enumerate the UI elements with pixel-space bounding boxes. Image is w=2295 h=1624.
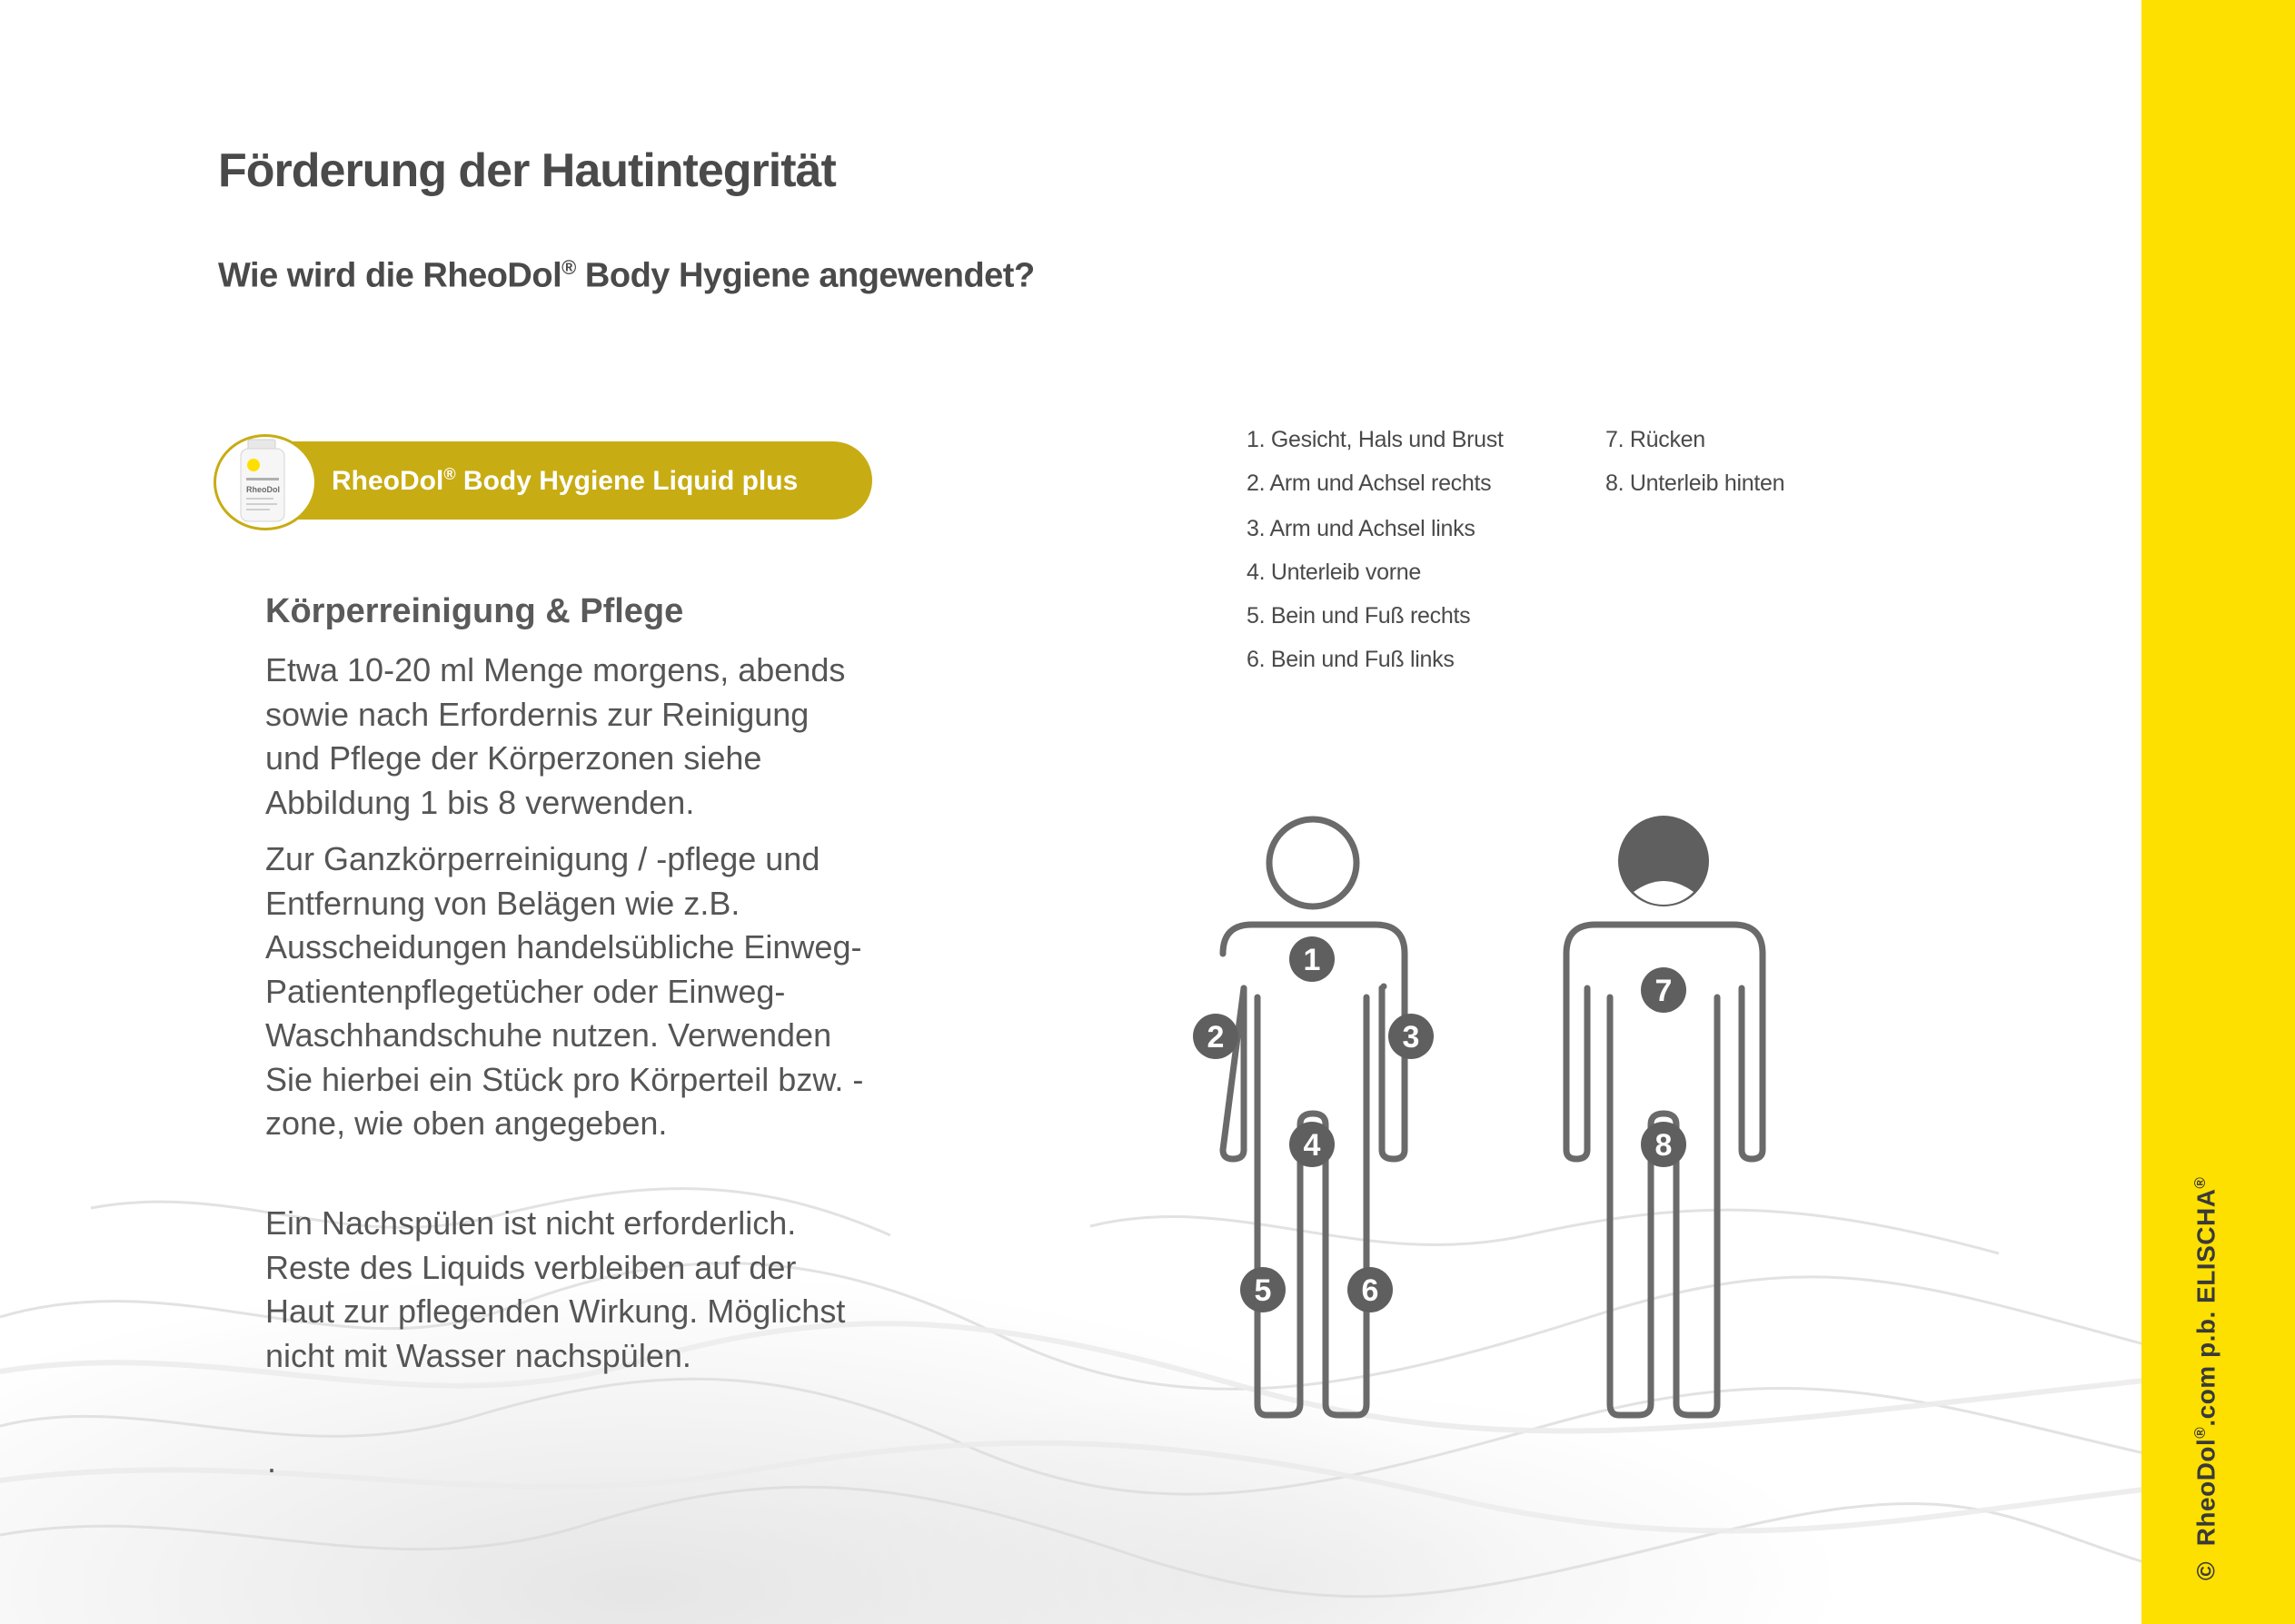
zone-marker-2: [1193, 1014, 1238, 1059]
copyright-site-text: .com p.b. ELISCHA: [2191, 1188, 2220, 1427]
bottle-brand-text: RheoDol: [246, 485, 280, 494]
front-figure-head: [1269, 819, 1356, 906]
product-label: [332, 465, 798, 497]
zone-marker-number: 3: [1402, 1020, 1420, 1055]
copyright-notice: [2191, 1177, 2220, 1580]
copyright-symbol: ©: [2191, 1560, 2220, 1580]
zone-legend-item: 5. Bein und Fuß rechts: [1247, 603, 1471, 629]
zone-marker-number: 2: [1207, 1020, 1225, 1055]
copyright-end-registered-mark: ®: [2191, 1176, 2209, 1189]
zone-marker-5: [1240, 1267, 1286, 1312]
subtitle-registered-mark: ®: [561, 256, 576, 279]
instruction-paragraph: Zur Ganzkörperreinigung / -pflege und Entfernung von Belägen wie z.B. Ausscheidungen handelsübliche Einweg-Patientenpflegetücher oder Einweg-Waschhandschuhe nutzen. Verwenden Sie hierbei ein Stück pro Körperteil bzw. -zone, wie oben angegeben.: [265, 840, 864, 1142]
zone-marker-number: 7: [1654, 974, 1673, 1008]
product-label-text-start: RheoDol: [332, 466, 444, 496]
zone-legend-item: 8. Unterleib hinten: [1605, 470, 1785, 496]
subtitle-text-start: Wie wird die RheoDol: [218, 256, 562, 295]
trailing-mark: .: [267, 1442, 277, 1480]
copyright-brand: RheoDol: [2191, 1438, 2220, 1547]
zone-marker-1: [1289, 936, 1335, 982]
zone-legend-item: 1. Gesicht, Hals und Brust: [1247, 427, 1504, 452]
section-heading: Körperreinigung & Pflege: [265, 592, 684, 630]
zone-legend-item: 7. Rücken: [1605, 427, 1705, 452]
zone-marker-6: [1347, 1267, 1393, 1312]
instruction-paragraph: Etwa 10-20 ml Menge morgens, abends sowie nach Erfordernis zur Reinigung und Pflege der Körperzonen siehe Abbildung 1 bis 8 verwenden.: [265, 651, 846, 821]
zone-marker-7: [1641, 967, 1686, 1013]
zone-marker-number: 1: [1303, 943, 1321, 977]
product-label-registered-mark: ®: [443, 465, 456, 483]
copyright-registered-mark: ®: [2191, 1426, 2209, 1439]
zone-marker-3: [1388, 1014, 1434, 1059]
zone-marker-number: 5: [1254, 1273, 1272, 1308]
zone-legend-item: 6. Bein und Fuß links: [1247, 647, 1455, 672]
zone-legend-item: 2. Arm und Achsel rechts: [1247, 470, 1492, 496]
subtitle-text-end: Body Hygiene angewendet?: [575, 256, 1035, 295]
product-label-text-end: Body Hygiene Liquid plus: [455, 466, 799, 496]
product-bottle-image: [232, 438, 310, 525]
body-zone-figure: [1181, 799, 1817, 1435]
page-subtitle: [218, 256, 1035, 296]
instruction-paragraph: Ein Nachspülen ist nicht erforderlich. Reste des Liquids verbleiben auf der Haut zur pflegenden Wirkung. Möglichst nicht mit Wasser nachspülen.: [265, 1204, 846, 1374]
page-title: Förderung der Hautintegrität: [218, 144, 836, 197]
zone-marker-4: [1289, 1122, 1335, 1167]
zone-marker-number: 4: [1303, 1128, 1321, 1163]
zone-marker-number: 8: [1654, 1128, 1673, 1163]
zone-legend-item: 3. Arm und Achsel links: [1247, 516, 1475, 541]
zone-marker-number: 6: [1361, 1273, 1379, 1308]
zone-legend-item: 4. Unterleib vorne: [1247, 559, 1421, 585]
zone-marker-8: [1641, 1122, 1686, 1167]
